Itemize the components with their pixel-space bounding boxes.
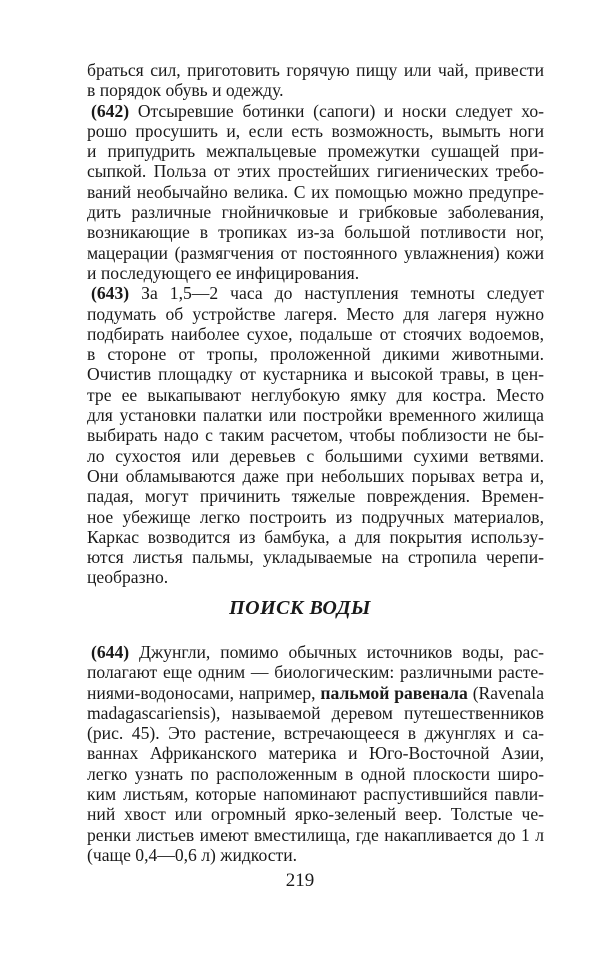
paragraph bbox=[87, 101, 544, 284]
text-segment: ренки листьев имеют вместилища, где накапливается до 1 л bbox=[87, 824, 544, 845]
text-segment: легко узнать по расположенным в одной плоскости широ- bbox=[87, 763, 544, 784]
text-segment: для установки палатки или постройки временного жилища bbox=[87, 405, 544, 426]
text-line bbox=[87, 80, 544, 100]
text-segment: ний хвост или огромный ярко-зеленый веер. Толстые че- bbox=[87, 804, 544, 825]
text-line bbox=[87, 723, 544, 743]
text-segment: рошо просушить и, если есть возможность, вымыть ноги bbox=[87, 120, 544, 141]
text-line bbox=[87, 222, 544, 242]
text-line bbox=[87, 784, 544, 804]
text-line bbox=[87, 743, 544, 763]
text-line bbox=[87, 283, 544, 303]
text-line bbox=[87, 364, 544, 384]
text-line bbox=[87, 263, 544, 283]
text-line bbox=[87, 507, 544, 527]
text-segment: Отсыревшие ботинки (сапоги) и носки следует хо- bbox=[129, 100, 544, 121]
text-segment: падая, могут причинить тяжелые повреждения. Времен- bbox=[87, 486, 544, 507]
text-segment: ниями-водоносами, например, bbox=[87, 682, 321, 703]
text-segment: Каркас возводится из бамбука, а для покрытия использу- bbox=[87, 526, 544, 547]
text-segment: ются листья пальмы, укладываемые на стропила черепи- bbox=[87, 547, 544, 568]
text-segment: цеобразно. bbox=[87, 567, 169, 588]
text-segment: ким листьям, которые напоминают распустившийся павли- bbox=[87, 784, 544, 805]
text-segment: (рис. 45). Это растение, встречающееся в джунглях и са- bbox=[87, 723, 544, 744]
text-segment: Они обламываются даже при небольших порывах ветра и, bbox=[87, 465, 544, 486]
text-line bbox=[87, 405, 544, 425]
text-line bbox=[87, 60, 544, 80]
text-segment: в стороне от тропы, проложенной дикими животными. bbox=[87, 344, 544, 365]
text-line bbox=[87, 825, 544, 845]
text-line bbox=[87, 703, 544, 723]
text-line bbox=[87, 324, 544, 344]
text-segment: (чаще 0,4—0,6 л) жидкости. bbox=[87, 844, 298, 865]
text-line bbox=[87, 385, 544, 405]
bold-text: (644) bbox=[91, 642, 130, 662]
text-segment: в порядок обувь и одежду. bbox=[87, 80, 284, 101]
text-line bbox=[87, 662, 544, 682]
text-segment: За 1,5—2 часа до наступления темноты следует bbox=[129, 283, 544, 304]
text-segment: подумать об устройстве лагеря. Место для лагеря нужно bbox=[87, 303, 544, 324]
text-line bbox=[87, 182, 544, 202]
text-line bbox=[87, 243, 544, 263]
text-line bbox=[87, 527, 544, 547]
text-segment: выбирать надо с таким расчетом, чтобы поблизости не бы- bbox=[87, 425, 544, 446]
text-segment: ное убежище легко построить из подручных материалов, bbox=[87, 506, 544, 527]
text-line bbox=[87, 466, 544, 486]
text-line bbox=[87, 425, 544, 445]
text-segment: подбирать наиболее сухое, подальше от стоячих водоемов, bbox=[87, 323, 544, 344]
text-segment: ваний необычайно велика. С их помощью можно предупре- bbox=[87, 181, 544, 202]
text-segment: возникающие в тропиках из-за большой потливости ног, bbox=[87, 222, 544, 243]
text-line bbox=[87, 486, 544, 506]
text-line bbox=[87, 141, 544, 161]
paragraph bbox=[87, 642, 544, 865]
text-line bbox=[87, 683, 544, 703]
text-segment: тре ее выкапывают неглубокую ямку для костра. Место bbox=[87, 384, 544, 405]
text-section-2 bbox=[87, 642, 544, 865]
text-segment: Джунгли, помимо обычных источников воды, рас- bbox=[129, 642, 544, 662]
page-number: 219 bbox=[285, 870, 315, 891]
text-section-1 bbox=[87, 60, 544, 588]
text-line bbox=[87, 101, 544, 121]
text-line bbox=[87, 446, 544, 466]
text-line bbox=[87, 804, 544, 824]
text-segment: (Ravenala bbox=[467, 682, 545, 703]
text-line bbox=[87, 161, 544, 181]
text-segment: мацерации (размягчения от постоянного увлажнения) кожи bbox=[87, 242, 544, 263]
paragraph bbox=[87, 60, 544, 101]
text-line bbox=[87, 344, 544, 364]
text-segment: и припудрить межпальцевые промежутки сушащей при- bbox=[87, 141, 544, 162]
text-segment: браться сил, приготовить горячую пищу или чай, привести bbox=[87, 60, 544, 80]
text-line bbox=[87, 121, 544, 141]
bold-text: пальмой равенала bbox=[320, 682, 468, 703]
text-line bbox=[87, 642, 544, 662]
text-segment: дить различные гнойничковые и грибковые заболевания, bbox=[87, 202, 544, 223]
text-segment: ло сухостоя или деревьев с большими сухими ветвями. bbox=[87, 445, 544, 466]
text-line bbox=[87, 567, 544, 587]
text-segment: madagascariensis), называемой деревом путешественников bbox=[87, 702, 544, 723]
bold-text: (643) bbox=[91, 283, 130, 304]
text-line bbox=[87, 547, 544, 567]
text-segment: полагают еще одним — биологическим: различными расте- bbox=[87, 662, 544, 683]
text-segment: Очистив площадку от кустарника и высокой травы, в цен- bbox=[87, 364, 544, 385]
text-segment: ваннах Африканского материка и Юго-Восточной Азии, bbox=[87, 743, 544, 764]
text-segment: и последующего ее инфицирования. bbox=[87, 262, 360, 283]
text-segment: сыпкой. Польза от этих простейших гигиенических требо- bbox=[87, 161, 544, 182]
text-line bbox=[87, 764, 544, 784]
text-line bbox=[87, 202, 544, 222]
bold-text: (642) bbox=[91, 100, 130, 121]
paragraph bbox=[87, 283, 544, 587]
section-heading: ПОИСК ВОДЫ bbox=[229, 597, 371, 619]
text-line bbox=[87, 845, 544, 865]
text-line bbox=[87, 304, 544, 324]
